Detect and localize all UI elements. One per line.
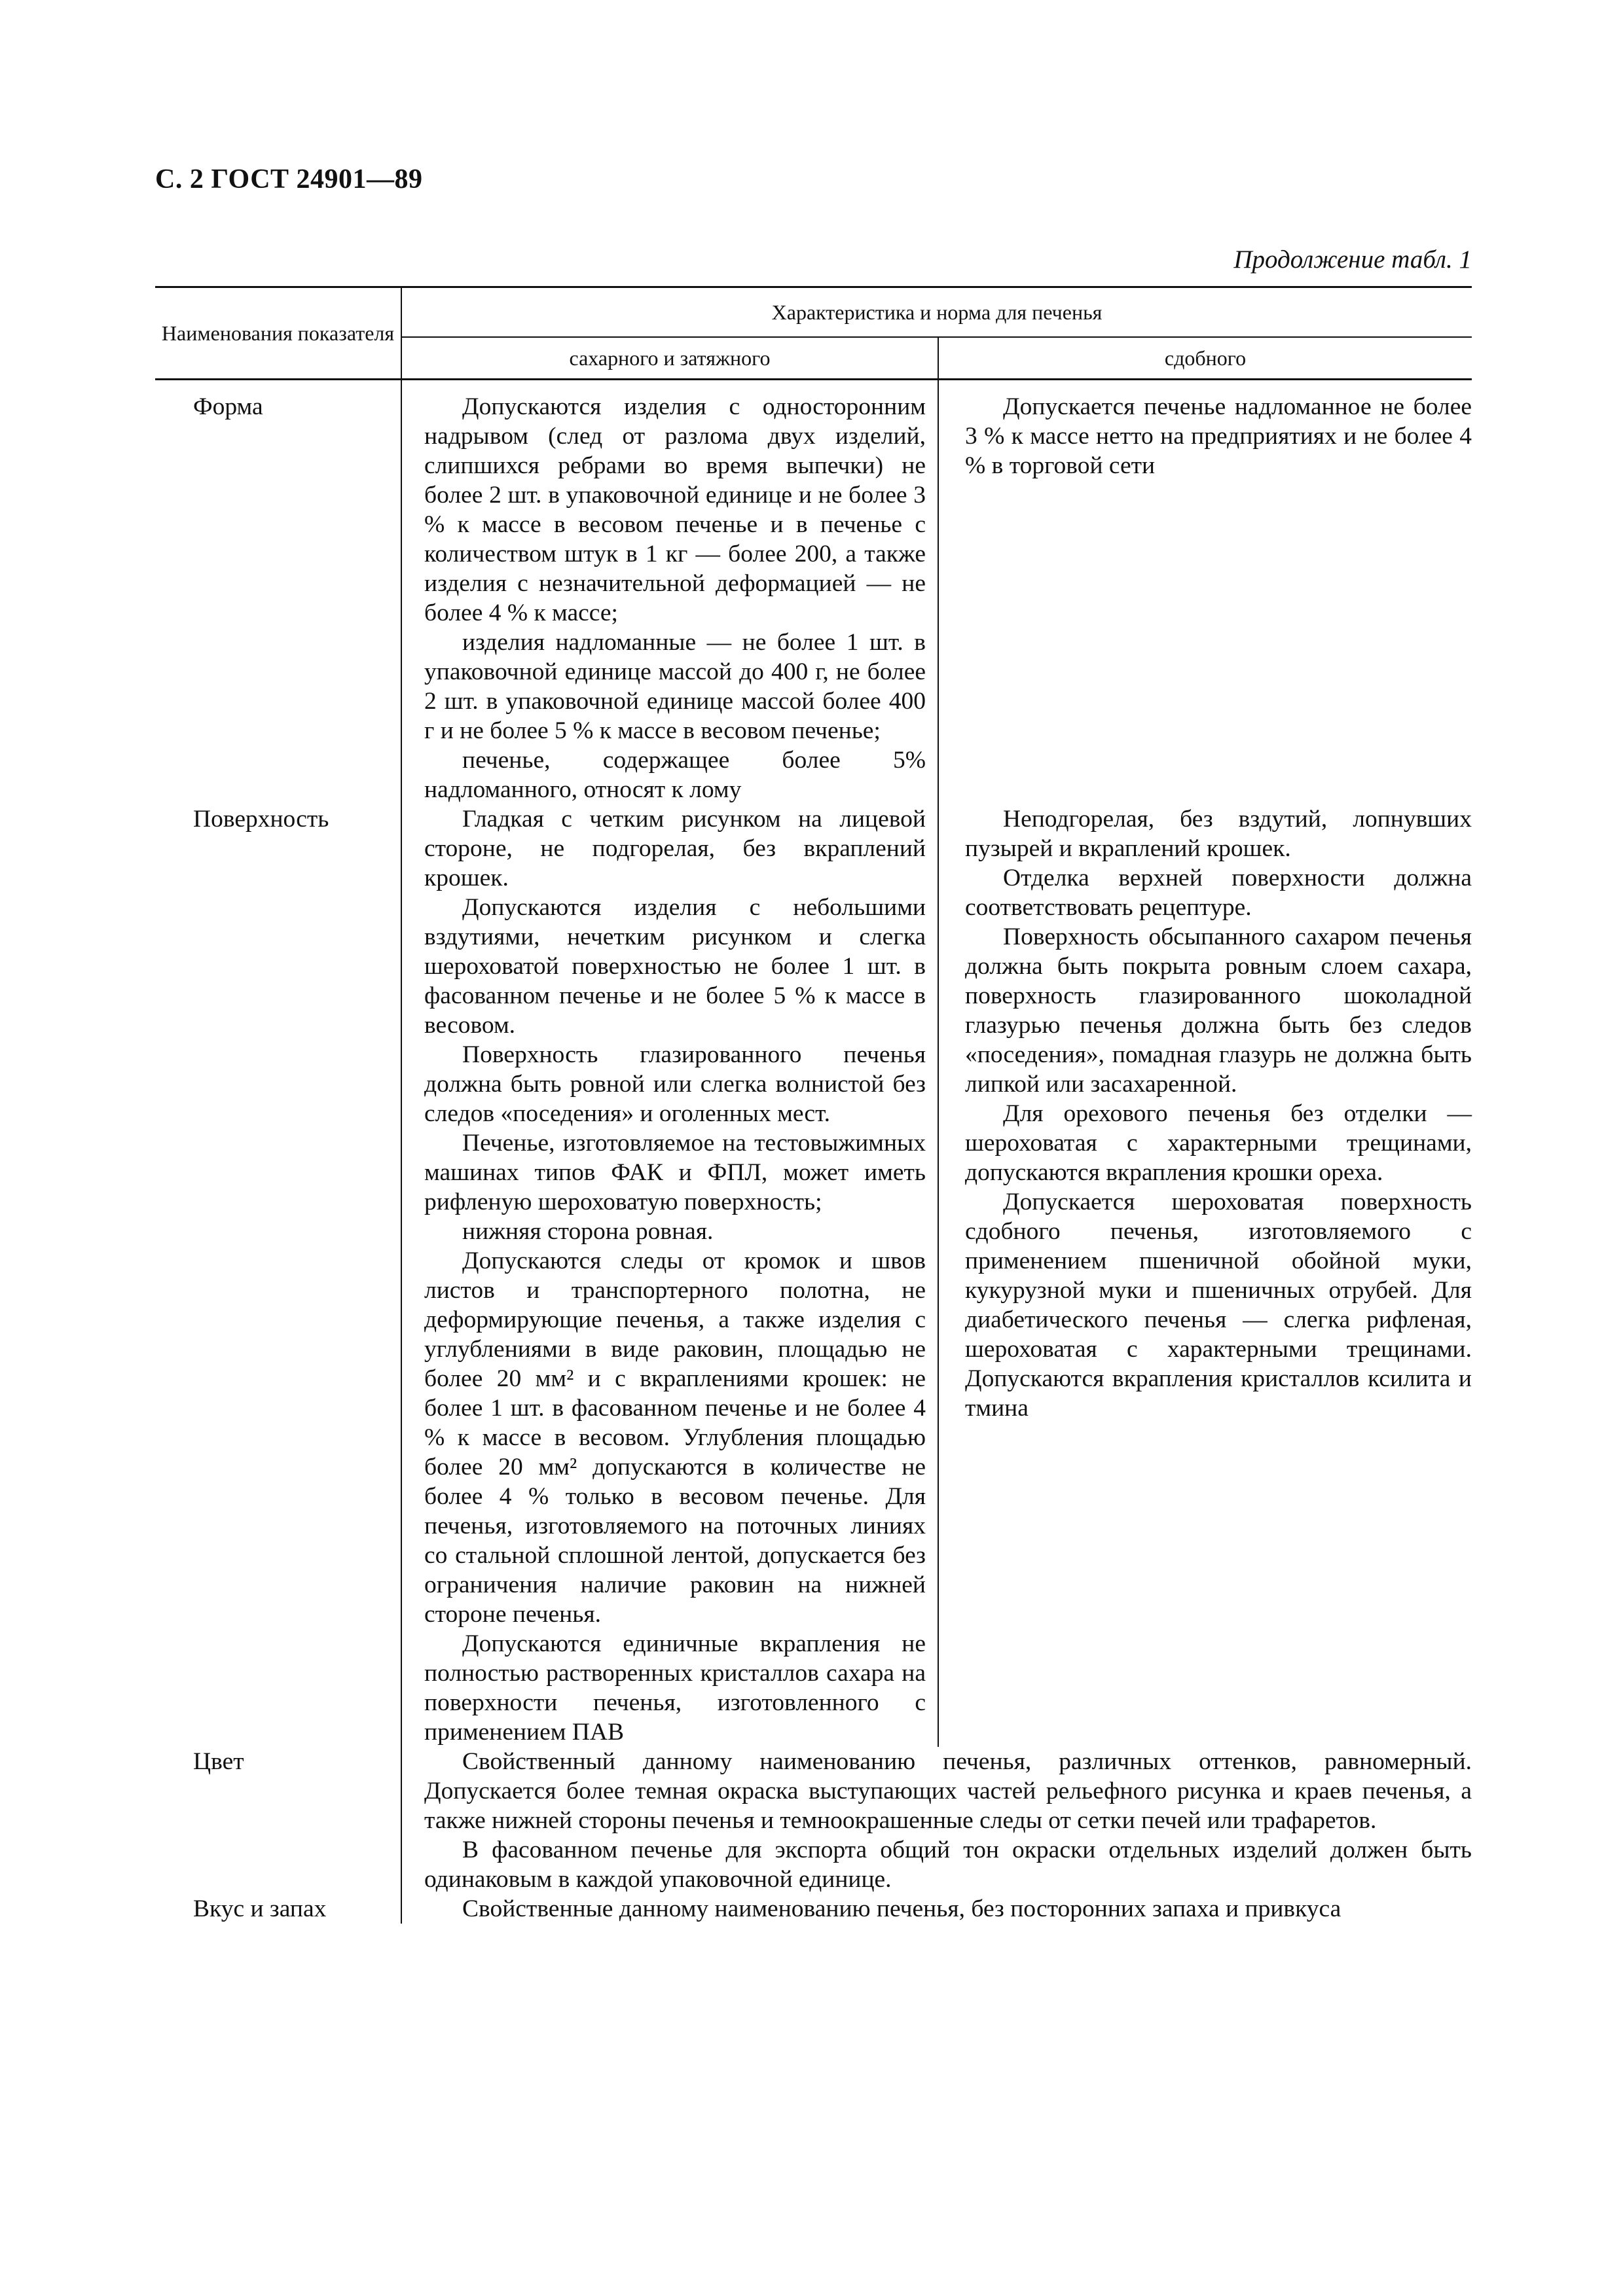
- table-row-surface: [155, 804, 1472, 1747]
- paragraph: Допускается шероховатая поверхность сдобного печенья, изготовляемого с применением пшеничной обойной муки, кукурузной муки и пшеничных отрубей. Для диабетического печенья — слегка рифленая, шероховатая с характерными трещинами. Допускаются вкрапления кристаллов ксилита и тмина: [965, 1189, 1472, 1422]
- color-cell: [401, 1747, 1472, 1894]
- paragraph: Допускаются следы от кромок и швов листов и транспортерного полотна, не деформирующие печенья, а также изделия с углублениями в виде раковин, площадью не более 20 мм² и с вкраплениями крошек: не более 1 шт. в фасованном печенье и не более 4 % к массе в весовом. Углубления площадью более 20 мм² допускаются в количестве не более 4 % только в весовом печенье. Для печенья, изготовляемого на поточных линиях со стальной сплошной лентой, допускается без ограничения наличие раковин на нижней стороне печенья.: [424, 1247, 926, 1628]
- paragraph: Допускаются изделия с односторонним надрывом (след от разлома двух изделий, слипшихся ребрами во время выпечки) не более 2 шт. в упаковочной единице и не более 3 % к массе в весовом печенье и в печенье с количеством штук в 1 кг — более 200, а также изделия с незначительной деформацией — не более 4 % к массе;: [424, 393, 926, 626]
- header-characteristic-group: Характеристика и норма для печенья: [401, 287, 1472, 337]
- paragraph: Свойственные данному наименованию печенья, без посторонних запаха и привкуса: [462, 1895, 1341, 1922]
- form-rich-cell: [938, 380, 1472, 805]
- paragraph: печенье, содержащее более 5% надломанного, относят к лому: [424, 747, 926, 803]
- table-continuation-label: Продолжение табл. 1: [1233, 245, 1472, 274]
- surface-rich-cell: [938, 804, 1472, 1747]
- row-name-color: Цвет: [155, 1747, 401, 1894]
- header-indicator-name: Наименования показателя: [155, 287, 401, 380]
- paragraph: Отделка верхней поверхности должна соответствовать рецептуре.: [965, 865, 1472, 921]
- table-row-color: [155, 1747, 1472, 1894]
- specification-table: [155, 286, 1472, 1924]
- taste-cell: [401, 1894, 1472, 1924]
- paragraph: Неподгорелая, без вздутий, лопнувших пузырей и вкраплений крошек.: [965, 806, 1472, 862]
- surface-sugar-cell: [401, 804, 938, 1747]
- paragraph: В фасованном печенье для экспорта общий тон окраски отдельных изделий должен быть одинаковым в каждой упаковочной единице.: [424, 1837, 1472, 1893]
- page-header: С. 2 ГОСТ 24901—89: [155, 164, 423, 194]
- paragraph: Гладкая с четким рисунком на лицевой стороне, не подгорелая, без вкраплений крошек.: [424, 806, 926, 891]
- paragraph: Свойственный данному наименованию печенья, различных оттенков, равномерный. Допускается более темная окраска выступающих частей рельефного рисунка и краев печенья, а также нижней стороны печенья и темноокрашенные следы от сетки печей или трафаретов.: [424, 1748, 1472, 1834]
- paragraph: Допускается печенье надломанное не более 3 % к массе нетто на предприятиях и не более 4 % в торговой сети: [965, 393, 1472, 479]
- paragraph: нижняя сторона ровная.: [462, 1218, 714, 1245]
- paragraph: изделия надломанные — не более 1 шт. в упаковочной единице массой до 400 г, не более 2 шт. в упаковочной единице массой более 400 г и не более 5 % к массе в весовом печенье;: [424, 629, 926, 744]
- paragraph: Допускаются изделия с небольшими вздутиями, нечетким рисунком и слегка шероховатой поверхностью не более 1 шт. в фасованном печенье и не более 5 % к массе в весовом.: [424, 894, 926, 1039]
- header-sugar-biscuit: сахарного и затяжного: [401, 337, 938, 380]
- paragraph: Поверхность обсыпанного сахаром печенья должна быть покрыта ровным слоем сахара, поверхность глазированного шоколадной глазурью печенья должна быть без следов «поседения», помадная глазурь не должна быть липкой или засахаренной.: [965, 924, 1472, 1098]
- table-row-form: [155, 380, 1472, 805]
- row-name-taste: Вкус и запах: [155, 1894, 401, 1924]
- paragraph: Допускаются единичные вкрапления не полностью растворенных кристаллов сахара на поверхности печенья, изготовленного с применением ПАВ: [424, 1630, 926, 1746]
- row-name-form: Форма: [155, 380, 401, 805]
- paragraph: Печенье, изготовляемое на тестовыжимных машинах типов ФАК и ФПЛ, может иметь рифленую шероховатую поверхность;: [424, 1130, 926, 1215]
- row-name-surface: Поверхность: [155, 804, 401, 1747]
- paragraph: Для орехового печенья без отделки — шероховатая с характерными трещинами, допускаются вкрапления крошки ореха.: [965, 1100, 1472, 1186]
- table-row-taste: [155, 1894, 1472, 1924]
- header-rich-biscuit: сдобного: [938, 337, 1472, 380]
- form-sugar-cell: [401, 380, 938, 805]
- paragraph: Поверхность глазированного печенья должна быть ровной или слегка волнистой без следов «поседения» и оголенных мест.: [424, 1041, 926, 1127]
